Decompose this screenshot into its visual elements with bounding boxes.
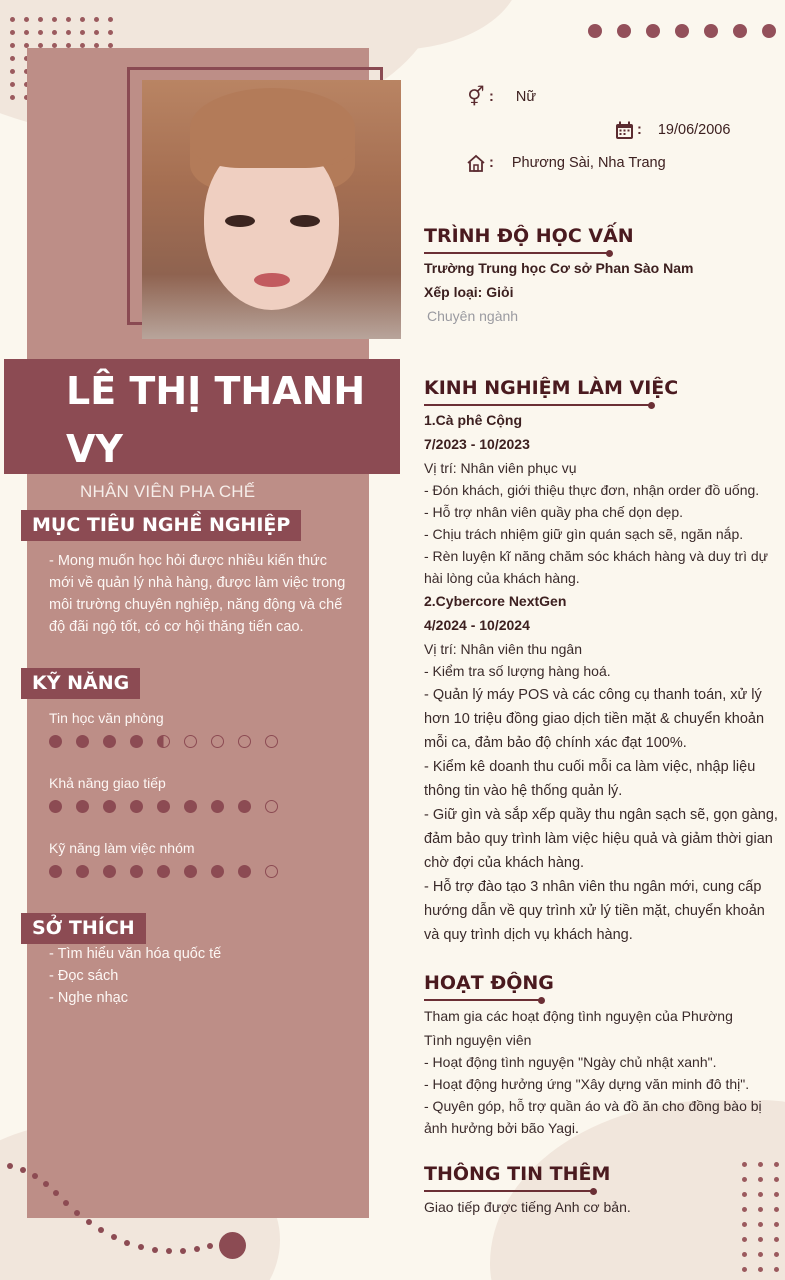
job-duty: - Kiểm tra số lượng hàng hoá.	[424, 663, 611, 679]
education-heading: TRÌNH ĐỘ HỌC VẤN	[424, 225, 634, 247]
birthday-row: : 19/06/2006	[613, 119, 730, 141]
candidate-name: LÊ THỊ THANH VY	[66, 369, 366, 471]
decorative-curve-dot	[138, 1244, 144, 1250]
decorative-curve-dot	[111, 1234, 117, 1240]
major-placeholder: Chuyên ngành	[427, 308, 519, 324]
job-period: 4/2024 - 10/2024	[424, 617, 530, 633]
skill-name: Kỹ năng làm việc nhóm	[49, 840, 195, 856]
rating-dot-empty	[211, 735, 224, 748]
activity-item: - Hoạt động hưởng ứng "Xây dựng văn minh đô thị".	[424, 1076, 750, 1092]
rating-dot	[238, 800, 251, 813]
rating-dot	[211, 865, 224, 878]
rating-dot	[76, 735, 89, 748]
job-duty: - Rèn luyện kĩ năng chăm sóc khách hàng và duy trì dự hài lòng của khách hàng.	[424, 548, 769, 586]
job-duty: - Đón khách, giới thiệu thực đơn, nhận order đồ uống.	[424, 482, 760, 498]
activities-role: Tình nguyện viên	[424, 1032, 532, 1048]
activity-item: - Quyên góp, hỗ trợ quần áo và đồ ăn cho đồng bào bị ảnh hưởng bởi bão Yagi.	[424, 1098, 762, 1136]
decorative-curve-dot	[194, 1246, 200, 1252]
rating-dot	[49, 800, 62, 813]
rating-dot	[76, 800, 89, 813]
additional-text: Giao tiếp được tiếng Anh cơ bản.	[424, 1199, 631, 1215]
experience-heading: KINH NGHIỆM LÀM VIỆC	[424, 377, 679, 399]
skill-rating	[49, 865, 278, 878]
job-duty: - Hỗ trợ đào tạo 3 nhân viên thu ngân mới, cung cấp hướng dẫn về quy trình xử lý tiền mặt, chuyển khoản và quy trình dịch vụ khách hàng.	[424, 879, 765, 943]
rating-dot	[157, 800, 170, 813]
gender-value: Nữ	[515, 89, 537, 105]
job-period: 7/2023 - 10/2023	[424, 436, 530, 452]
address-value: Phương Sài, Nha Trang	[511, 155, 666, 171]
additional-heading: THÔNG TIN THÊM	[424, 1163, 611, 1185]
birthday-value: 19/06/2006	[657, 122, 731, 138]
rating-dot	[211, 800, 224, 813]
portrait-photo	[142, 80, 401, 339]
rating-dot	[184, 800, 197, 813]
decorative-curve-dot	[152, 1247, 158, 1253]
heading-rule	[424, 1190, 594, 1192]
rating-dot	[130, 800, 143, 813]
job-duty: - Chịu trách nhiệm giữ gìn quán sạch sẽ, ngăn nắp.	[424, 526, 744, 542]
rating-dot	[103, 735, 116, 748]
address-row: : Phương Sài, Nha Trang	[465, 152, 666, 174]
skill-rating	[49, 735, 278, 748]
decorative-curve-dot	[98, 1227, 104, 1233]
home-icon	[465, 152, 487, 174]
hobby-item: - Nghe nhạc	[49, 990, 128, 1006]
activities-heading: HOẠT ĐỘNG	[424, 972, 554, 994]
decorative-curve-dot	[124, 1240, 130, 1246]
job-duty: - Quản lý máy POS và các công cụ thanh toán, xử lý hơn 10 triệu đồng giao dịch tiền mặt & chuyển khoản mỗi ca, đảm bảo độ chính xác đạt 100%.	[424, 687, 765, 751]
skills-heading: KỸ NĂNG	[21, 668, 140, 699]
rating-dot	[76, 865, 89, 878]
decorative-curve-dot	[74, 1210, 80, 1216]
job-position: Vị trí: Nhân viên thu ngân	[424, 641, 582, 657]
decorative-curve-dot	[180, 1248, 186, 1254]
decorative-curve-dot	[7, 1163, 13, 1169]
hobby-item: - Tìm hiểu văn hóa quốc tế	[49, 946, 222, 962]
heading-rule	[424, 252, 610, 254]
rating-dot-empty	[238, 735, 251, 748]
decorative-curve-dot	[166, 1248, 172, 1254]
heading-rule	[424, 999, 542, 1001]
company-name: 2.Cybercore NextGen	[424, 593, 567, 609]
objective-heading: MỤC TIÊU NGHỀ NGHIỆP	[21, 510, 301, 541]
hobbies-heading: SỞ THÍCH	[21, 913, 146, 944]
rating-dot-empty	[265, 865, 278, 878]
decorative-curve-dot	[86, 1219, 92, 1225]
activity-item: - Hoạt động tình nguyện "Ngày chủ nhật xanh".	[424, 1054, 717, 1070]
rating-dot	[238, 865, 251, 878]
activities-intro: Tham gia các hoạt động tình nguyện của Phường	[424, 1008, 733, 1024]
skill-rating	[49, 800, 278, 813]
job-duty: - Hỗ trợ nhân viên quầy pha chế dọn dẹp.	[424, 504, 684, 520]
decorative-curve-dot	[32, 1173, 38, 1179]
calendar-icon	[613, 119, 635, 141]
rating-dot-half	[157, 735, 170, 748]
decorative-curve-dot	[63, 1200, 69, 1206]
skill-name: Khả năng giao tiếp	[49, 775, 166, 791]
company-name: 1.Cà phê Cộng	[424, 412, 523, 428]
decorative-curve-dot	[20, 1167, 26, 1173]
decorative-dot-grid	[742, 1162, 779, 1280]
skill-name: Tin học văn phòng	[49, 710, 164, 726]
rating-dot	[49, 735, 62, 748]
job-title: NHÂN VIÊN PHA CHẾ	[80, 482, 256, 501]
rating-dot	[49, 865, 62, 878]
job-position: Vị trí: Nhân viên phục vụ	[424, 460, 577, 476]
hobby-item: - Đọc sách	[49, 968, 119, 984]
rating-dot-empty	[265, 735, 278, 748]
decorative-big-dot	[219, 1232, 246, 1259]
objective-text: - Mong muốn học hỏi được nhiều kiến thức mới về quản lý nhà hàng, được làm việc trong môi trường chuyên nghiệp, năng động và chế độ đãi ngộ tốt, có cơ hội thăng tiến cao.	[49, 553, 346, 635]
job-duty: - Kiểm kê doanh thu cuối mỗi ca làm việc, nhập liệu thông tin vào hệ thống quản lý.	[424, 759, 756, 799]
gender-icon: ⚥	[467, 86, 485, 108]
rating-dot	[157, 865, 170, 878]
decorative-curve-dot	[207, 1243, 213, 1249]
rating-dot	[103, 800, 116, 813]
heading-rule	[424, 404, 652, 406]
decorative-top-dots	[588, 24, 776, 38]
grade: Xếp loại: Giỏi	[424, 284, 514, 300]
rating-dot	[103, 865, 116, 878]
rating-dot-empty	[265, 800, 278, 813]
rating-dot	[184, 865, 197, 878]
school-name: Trường Trung học Cơ sở Phan Sào Nam	[424, 260, 694, 276]
job-duty: - Giữ gìn và sắp xếp quầy thu ngân sạch sẽ, gọn gàng, đảm bảo quy trình làm việc hiệu quả và giảm thời gian chờ đợi của khách hàng.	[424, 807, 778, 871]
decorative-curve-dot	[43, 1181, 49, 1187]
gender-row: ⚥ : Nữ	[465, 86, 536, 108]
rating-dot-empty	[184, 735, 197, 748]
decorative-curve-dot	[53, 1190, 59, 1196]
rating-dot	[130, 865, 143, 878]
rating-dot	[130, 735, 143, 748]
